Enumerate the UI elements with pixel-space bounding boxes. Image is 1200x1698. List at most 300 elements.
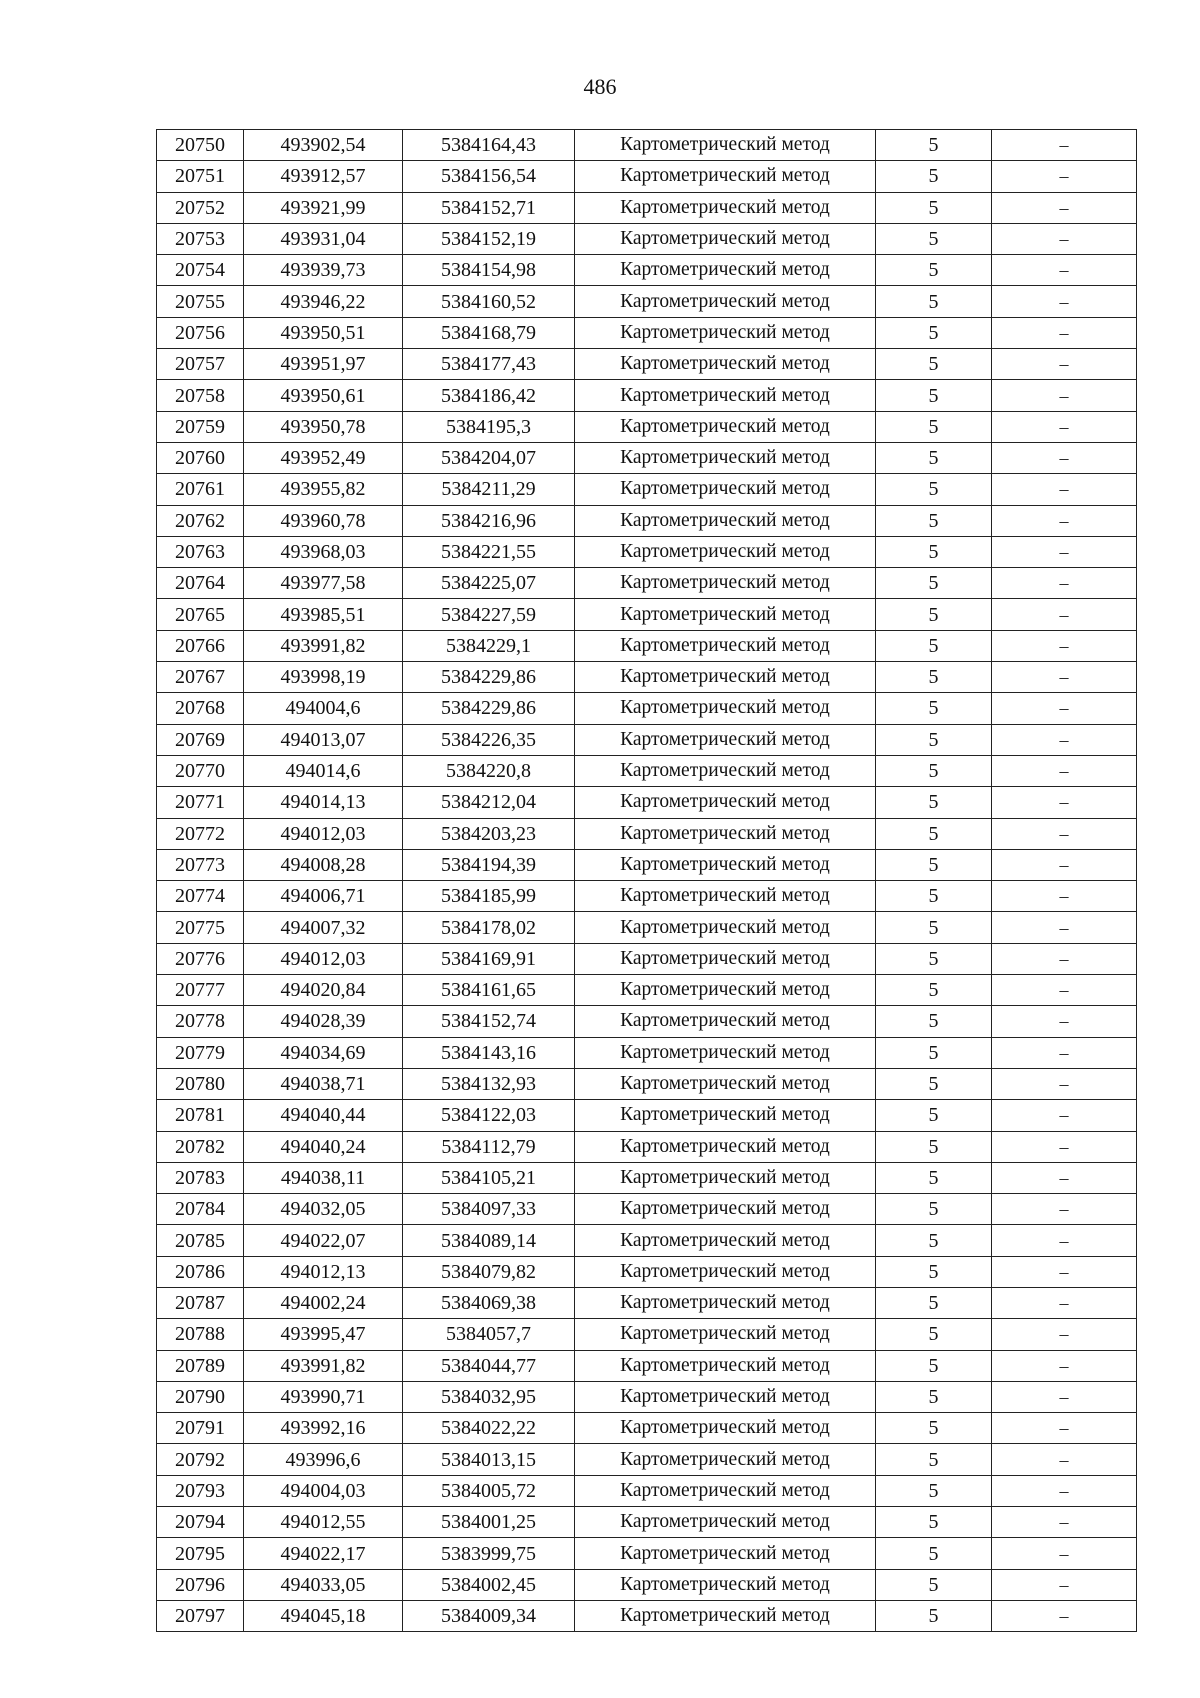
method-cell: Картометрический метод xyxy=(575,630,876,661)
y-coordinate-cell: 5384227,59 xyxy=(403,599,575,630)
y-coordinate-cell: 5384225,07 xyxy=(403,568,575,599)
point-number-cell: 20768 xyxy=(157,693,244,724)
table-row xyxy=(157,1225,1137,1256)
x-coordinate-cell: 493950,51 xyxy=(244,317,403,348)
accuracy-cell: 5 xyxy=(876,693,992,724)
accuracy-cell: 5 xyxy=(876,411,992,442)
point-number-cell: 20774 xyxy=(157,881,244,912)
description-cell: – xyxy=(992,505,1137,536)
x-coordinate-cell: 494012,03 xyxy=(244,818,403,849)
y-coordinate-cell: 5384204,07 xyxy=(403,442,575,473)
y-coordinate-cell: 5384154,98 xyxy=(403,255,575,286)
accuracy-cell: 5 xyxy=(876,255,992,286)
table-row xyxy=(157,505,1137,536)
method-cell: Картометрический метод xyxy=(575,349,876,380)
point-number-cell: 20753 xyxy=(157,223,244,254)
point-number-cell: 20757 xyxy=(157,349,244,380)
table-row xyxy=(157,130,1137,161)
description-cell: – xyxy=(992,630,1137,661)
description-cell: – xyxy=(992,724,1137,755)
accuracy-cell: 5 xyxy=(876,1006,992,1037)
point-number-cell: 20763 xyxy=(157,536,244,567)
point-number-cell: 20769 xyxy=(157,724,244,755)
x-coordinate-cell: 493992,16 xyxy=(244,1413,403,1444)
point-number-cell: 20780 xyxy=(157,1068,244,1099)
accuracy-cell: 5 xyxy=(876,1194,992,1225)
accuracy-cell: 5 xyxy=(876,1319,992,1350)
point-number-cell: 20766 xyxy=(157,630,244,661)
x-coordinate-cell: 494020,84 xyxy=(244,975,403,1006)
accuracy-cell: 5 xyxy=(876,317,992,348)
point-number-cell: 20764 xyxy=(157,568,244,599)
y-coordinate-cell: 5384220,8 xyxy=(403,755,575,786)
x-coordinate-cell: 494022,07 xyxy=(244,1225,403,1256)
table-row xyxy=(157,881,1137,912)
accuracy-cell: 5 xyxy=(876,536,992,567)
x-coordinate-cell: 493991,82 xyxy=(244,630,403,661)
table-row xyxy=(157,1319,1137,1350)
x-coordinate-cell: 493950,61 xyxy=(244,380,403,411)
table-row xyxy=(157,787,1137,818)
point-number-cell: 20797 xyxy=(157,1600,244,1631)
method-cell: Картометрический метод xyxy=(575,1256,876,1287)
description-cell: – xyxy=(992,1287,1137,1318)
x-coordinate-cell: 494038,71 xyxy=(244,1068,403,1099)
point-number-cell: 20755 xyxy=(157,286,244,317)
method-cell: Картометрический метод xyxy=(575,380,876,411)
y-coordinate-cell: 5384229,86 xyxy=(403,693,575,724)
table-row xyxy=(157,1381,1137,1412)
accuracy-cell: 5 xyxy=(876,1413,992,1444)
table-row xyxy=(157,536,1137,567)
coordinates-table xyxy=(156,129,1137,1632)
point-number-cell: 20750 xyxy=(157,130,244,161)
description-cell: – xyxy=(992,255,1137,286)
accuracy-cell: 5 xyxy=(876,1444,992,1475)
y-coordinate-cell: 5384203,23 xyxy=(403,818,575,849)
y-coordinate-cell: 5384185,99 xyxy=(403,881,575,912)
x-coordinate-cell: 494012,03 xyxy=(244,943,403,974)
accuracy-cell: 5 xyxy=(876,975,992,1006)
point-number-cell: 20796 xyxy=(157,1569,244,1600)
description-cell: – xyxy=(992,1381,1137,1412)
table-row xyxy=(157,1194,1137,1225)
method-cell: Картометрический метод xyxy=(575,787,876,818)
description-cell: – xyxy=(992,442,1137,473)
method-cell: Картометрический метод xyxy=(575,724,876,755)
point-number-cell: 20752 xyxy=(157,192,244,223)
description-cell: – xyxy=(992,411,1137,442)
method-cell: Картометрический метод xyxy=(575,130,876,161)
accuracy-cell: 5 xyxy=(876,442,992,473)
description-cell: – xyxy=(992,568,1137,599)
table-row xyxy=(157,1444,1137,1475)
y-coordinate-cell: 5384195,3 xyxy=(403,411,575,442)
x-coordinate-cell: 493990,71 xyxy=(244,1381,403,1412)
method-cell: Картометрический метод xyxy=(575,411,876,442)
x-coordinate-cell: 494006,71 xyxy=(244,881,403,912)
description-cell: – xyxy=(992,1100,1137,1131)
x-coordinate-cell: 494034,69 xyxy=(244,1037,403,1068)
point-number-cell: 20779 xyxy=(157,1037,244,1068)
x-coordinate-cell: 493991,82 xyxy=(244,1350,403,1381)
point-number-cell: 20770 xyxy=(157,755,244,786)
point-number-cell: 20782 xyxy=(157,1131,244,1162)
description-cell: – xyxy=(992,130,1137,161)
accuracy-cell: 5 xyxy=(876,474,992,505)
method-cell: Картометрический метод xyxy=(575,1100,876,1131)
point-number-cell: 20788 xyxy=(157,1319,244,1350)
description-cell: – xyxy=(992,1538,1137,1569)
accuracy-cell: 5 xyxy=(876,1538,992,1569)
point-number-cell: 20783 xyxy=(157,1162,244,1193)
accuracy-cell: 5 xyxy=(876,1131,992,1162)
method-cell: Картометрический метод xyxy=(575,912,876,943)
description-cell: – xyxy=(992,599,1137,630)
point-number-cell: 20775 xyxy=(157,912,244,943)
y-coordinate-cell: 5384097,33 xyxy=(403,1194,575,1225)
accuracy-cell: 5 xyxy=(876,943,992,974)
point-number-cell: 20784 xyxy=(157,1194,244,1225)
accuracy-cell: 5 xyxy=(876,881,992,912)
x-coordinate-cell: 494033,05 xyxy=(244,1569,403,1600)
method-cell: Картометрический метод xyxy=(575,286,876,317)
x-coordinate-cell: 494004,03 xyxy=(244,1475,403,1506)
point-number-cell: 20751 xyxy=(157,161,244,192)
x-coordinate-cell: 494040,24 xyxy=(244,1131,403,1162)
method-cell: Картометрический метод xyxy=(575,1350,876,1381)
description-cell: – xyxy=(992,662,1137,693)
accuracy-cell: 5 xyxy=(876,380,992,411)
y-coordinate-cell: 5384229,86 xyxy=(403,662,575,693)
point-number-cell: 20795 xyxy=(157,1538,244,1569)
table-row xyxy=(157,474,1137,505)
method-cell: Картометрический метод xyxy=(575,943,876,974)
y-coordinate-cell: 5384044,77 xyxy=(403,1350,575,1381)
description-cell: – xyxy=(992,912,1137,943)
table-row xyxy=(157,1131,1137,1162)
x-coordinate-cell: 494002,24 xyxy=(244,1287,403,1318)
accuracy-cell: 5 xyxy=(876,1037,992,1068)
y-coordinate-cell: 5384132,93 xyxy=(403,1068,575,1099)
point-number-cell: 20772 xyxy=(157,818,244,849)
table-row xyxy=(157,849,1137,880)
table-row xyxy=(157,349,1137,380)
method-cell: Картометрический метод xyxy=(575,849,876,880)
page-number: 486 xyxy=(583,74,617,99)
description-cell: – xyxy=(992,818,1137,849)
description-cell: – xyxy=(992,881,1137,912)
table-row xyxy=(157,255,1137,286)
method-cell: Картометрический метод xyxy=(575,755,876,786)
method-cell: Картометрический метод xyxy=(575,1413,876,1444)
accuracy-cell: 5 xyxy=(876,1507,992,1538)
table-row xyxy=(157,380,1137,411)
point-number-cell: 20785 xyxy=(157,1225,244,1256)
y-coordinate-cell: 5384057,7 xyxy=(403,1319,575,1350)
x-coordinate-cell: 494038,11 xyxy=(244,1162,403,1193)
table-row xyxy=(157,1538,1137,1569)
table-row xyxy=(157,1162,1137,1193)
accuracy-cell: 5 xyxy=(876,505,992,536)
method-cell: Картометрический метод xyxy=(575,1319,876,1350)
accuracy-cell: 5 xyxy=(876,192,992,223)
y-coordinate-cell: 5384169,91 xyxy=(403,943,575,974)
accuracy-cell: 5 xyxy=(876,787,992,818)
table-row xyxy=(157,599,1137,630)
x-coordinate-cell: 493996,6 xyxy=(244,1444,403,1475)
method-cell: Картометрический метод xyxy=(575,1131,876,1162)
table-row xyxy=(157,1068,1137,1099)
table-row xyxy=(157,317,1137,348)
accuracy-cell: 5 xyxy=(876,568,992,599)
point-number-cell: 20791 xyxy=(157,1413,244,1444)
method-cell: Картометрический метод xyxy=(575,1507,876,1538)
method-cell: Картометрический метод xyxy=(575,317,876,348)
x-coordinate-cell: 494045,18 xyxy=(244,1600,403,1631)
x-coordinate-cell: 493968,03 xyxy=(244,536,403,567)
accuracy-cell: 5 xyxy=(876,849,992,880)
x-coordinate-cell: 493955,82 xyxy=(244,474,403,505)
table-row xyxy=(157,192,1137,223)
y-coordinate-cell: 5384001,25 xyxy=(403,1507,575,1538)
accuracy-cell: 5 xyxy=(876,818,992,849)
table-row xyxy=(157,1287,1137,1318)
accuracy-cell: 5 xyxy=(876,662,992,693)
point-number-cell: 20754 xyxy=(157,255,244,286)
description-cell: – xyxy=(992,349,1137,380)
accuracy-cell: 5 xyxy=(876,1600,992,1631)
accuracy-cell: 5 xyxy=(876,599,992,630)
description-cell: – xyxy=(992,1507,1137,1538)
method-cell: Картометрический метод xyxy=(575,1600,876,1631)
x-coordinate-cell: 494013,07 xyxy=(244,724,403,755)
y-coordinate-cell: 5384105,21 xyxy=(403,1162,575,1193)
y-coordinate-cell: 5384226,35 xyxy=(403,724,575,755)
description-cell: – xyxy=(992,1350,1137,1381)
description-cell: – xyxy=(992,849,1137,880)
table-row xyxy=(157,755,1137,786)
x-coordinate-cell: 493931,04 xyxy=(244,223,403,254)
method-cell: Картометрический метод xyxy=(575,505,876,536)
x-coordinate-cell: 493960,78 xyxy=(244,505,403,536)
y-coordinate-cell: 5384022,22 xyxy=(403,1413,575,1444)
x-coordinate-cell: 494007,32 xyxy=(244,912,403,943)
table-row xyxy=(157,975,1137,1006)
accuracy-cell: 5 xyxy=(876,1162,992,1193)
x-coordinate-cell: 493985,51 xyxy=(244,599,403,630)
method-cell: Картометрический метод xyxy=(575,1569,876,1600)
table-row xyxy=(157,442,1137,473)
point-number-cell: 20762 xyxy=(157,505,244,536)
table-row xyxy=(157,411,1137,442)
method-cell: Картометрический метод xyxy=(575,442,876,473)
x-coordinate-cell: 494032,05 xyxy=(244,1194,403,1225)
accuracy-cell: 5 xyxy=(876,1350,992,1381)
method-cell: Картометрический метод xyxy=(575,1475,876,1506)
accuracy-cell: 5 xyxy=(876,630,992,661)
table-row xyxy=(157,724,1137,755)
x-coordinate-cell: 494014,6 xyxy=(244,755,403,786)
y-coordinate-cell: 5384143,16 xyxy=(403,1037,575,1068)
point-number-cell: 20771 xyxy=(157,787,244,818)
table-row xyxy=(157,1037,1137,1068)
y-coordinate-cell: 5384152,74 xyxy=(403,1006,575,1037)
y-coordinate-cell: 5384112,79 xyxy=(403,1131,575,1162)
description-cell: – xyxy=(992,693,1137,724)
y-coordinate-cell: 5384069,38 xyxy=(403,1287,575,1318)
point-number-cell: 20776 xyxy=(157,943,244,974)
table-row xyxy=(157,161,1137,192)
method-cell: Картометрический метод xyxy=(575,1381,876,1412)
accuracy-cell: 5 xyxy=(876,1256,992,1287)
table-row xyxy=(157,223,1137,254)
accuracy-cell: 5 xyxy=(876,755,992,786)
description-cell: – xyxy=(992,975,1137,1006)
method-cell: Картометрический метод xyxy=(575,693,876,724)
y-coordinate-cell: 5384177,43 xyxy=(403,349,575,380)
method-cell: Картометрический метод xyxy=(575,255,876,286)
x-coordinate-cell: 494040,44 xyxy=(244,1100,403,1131)
point-number-cell: 20792 xyxy=(157,1444,244,1475)
accuracy-cell: 5 xyxy=(876,1381,992,1412)
x-coordinate-cell: 493950,78 xyxy=(244,411,403,442)
x-coordinate-cell: 494012,13 xyxy=(244,1256,403,1287)
description-cell: – xyxy=(992,192,1137,223)
point-number-cell: 20794 xyxy=(157,1507,244,1538)
description-cell: – xyxy=(992,1256,1137,1287)
point-number-cell: 20778 xyxy=(157,1006,244,1037)
y-coordinate-cell: 5384194,39 xyxy=(403,849,575,880)
y-coordinate-cell: 5384216,96 xyxy=(403,505,575,536)
description-cell: – xyxy=(992,1162,1137,1193)
method-cell: Картометрический метод xyxy=(575,1162,876,1193)
point-number-cell: 20790 xyxy=(157,1381,244,1412)
description-cell: – xyxy=(992,161,1137,192)
coordinates-table-body xyxy=(157,130,1137,1632)
description-cell: – xyxy=(992,1475,1137,1506)
y-coordinate-cell: 5384005,72 xyxy=(403,1475,575,1506)
method-cell: Картометрический метод xyxy=(575,536,876,567)
method-cell: Картометрический метод xyxy=(575,1068,876,1099)
method-cell: Картометрический метод xyxy=(575,1287,876,1318)
point-number-cell: 20767 xyxy=(157,662,244,693)
description-cell: – xyxy=(992,1444,1137,1475)
accuracy-cell: 5 xyxy=(876,912,992,943)
accuracy-cell: 5 xyxy=(876,130,992,161)
accuracy-cell: 5 xyxy=(876,1475,992,1506)
table-row xyxy=(157,568,1137,599)
x-coordinate-cell: 493951,97 xyxy=(244,349,403,380)
point-number-cell: 20759 xyxy=(157,411,244,442)
description-cell: – xyxy=(992,1225,1137,1256)
y-coordinate-cell: 5384152,71 xyxy=(403,192,575,223)
y-coordinate-cell: 5384164,43 xyxy=(403,130,575,161)
x-coordinate-cell: 494014,13 xyxy=(244,787,403,818)
x-coordinate-cell: 494028,39 xyxy=(244,1006,403,1037)
point-number-cell: 20787 xyxy=(157,1287,244,1318)
x-coordinate-cell: 493952,49 xyxy=(244,442,403,473)
method-cell: Картометрический метод xyxy=(575,161,876,192)
y-coordinate-cell: 5383999,75 xyxy=(403,1538,575,1569)
method-cell: Картометрический метод xyxy=(575,818,876,849)
description-cell: – xyxy=(992,787,1137,818)
x-coordinate-cell: 493912,57 xyxy=(244,161,403,192)
y-coordinate-cell: 5384156,54 xyxy=(403,161,575,192)
point-number-cell: 20756 xyxy=(157,317,244,348)
y-coordinate-cell: 5384009,34 xyxy=(403,1600,575,1631)
table-row xyxy=(157,1350,1137,1381)
y-coordinate-cell: 5384013,15 xyxy=(403,1444,575,1475)
description-cell: – xyxy=(992,1569,1137,1600)
method-cell: Картометрический метод xyxy=(575,1538,876,1569)
accuracy-cell: 5 xyxy=(876,1287,992,1318)
table-row xyxy=(157,1006,1137,1037)
y-coordinate-cell: 5384211,29 xyxy=(403,474,575,505)
point-number-cell: 20773 xyxy=(157,849,244,880)
table-row xyxy=(157,1100,1137,1131)
point-number-cell: 20789 xyxy=(157,1350,244,1381)
y-coordinate-cell: 5384161,65 xyxy=(403,975,575,1006)
description-cell: – xyxy=(992,1006,1137,1037)
x-coordinate-cell: 493977,58 xyxy=(244,568,403,599)
description-cell: – xyxy=(992,286,1137,317)
method-cell: Картометрический метод xyxy=(575,568,876,599)
description-cell: – xyxy=(992,1068,1137,1099)
x-coordinate-cell: 493946,22 xyxy=(244,286,403,317)
description-cell: – xyxy=(992,317,1137,348)
method-cell: Картометрический метод xyxy=(575,1037,876,1068)
description-cell: – xyxy=(992,223,1137,254)
point-number-cell: 20758 xyxy=(157,380,244,411)
method-cell: Картометрический метод xyxy=(575,192,876,223)
point-number-cell: 20765 xyxy=(157,599,244,630)
method-cell: Картометрический метод xyxy=(575,223,876,254)
point-number-cell: 20786 xyxy=(157,1256,244,1287)
x-coordinate-cell: 494008,28 xyxy=(244,849,403,880)
table-row xyxy=(157,1256,1137,1287)
accuracy-cell: 5 xyxy=(876,161,992,192)
table-row xyxy=(157,818,1137,849)
table-row xyxy=(157,1569,1137,1600)
method-cell: Картометрический метод xyxy=(575,599,876,630)
accuracy-cell: 5 xyxy=(876,1068,992,1099)
description-cell: – xyxy=(992,1319,1137,1350)
description-cell: – xyxy=(992,1600,1137,1631)
method-cell: Картометрический метод xyxy=(575,1194,876,1225)
accuracy-cell: 5 xyxy=(876,1225,992,1256)
accuracy-cell: 5 xyxy=(876,286,992,317)
y-coordinate-cell: 5384168,79 xyxy=(403,317,575,348)
point-number-cell: 20760 xyxy=(157,442,244,473)
table-row xyxy=(157,912,1137,943)
y-coordinate-cell: 5384186,42 xyxy=(403,380,575,411)
description-cell: – xyxy=(992,1194,1137,1225)
x-coordinate-cell: 493921,99 xyxy=(244,192,403,223)
y-coordinate-cell: 5384152,19 xyxy=(403,223,575,254)
table-row xyxy=(157,943,1137,974)
description-cell: – xyxy=(992,943,1137,974)
table-row xyxy=(157,1413,1137,1444)
y-coordinate-cell: 5384079,82 xyxy=(403,1256,575,1287)
accuracy-cell: 5 xyxy=(876,724,992,755)
y-coordinate-cell: 5384122,03 xyxy=(403,1100,575,1131)
description-cell: – xyxy=(992,380,1137,411)
x-coordinate-cell: 493995,47 xyxy=(244,1319,403,1350)
table-row xyxy=(157,662,1137,693)
point-number-cell: 20781 xyxy=(157,1100,244,1131)
method-cell: Картометрический метод xyxy=(575,474,876,505)
